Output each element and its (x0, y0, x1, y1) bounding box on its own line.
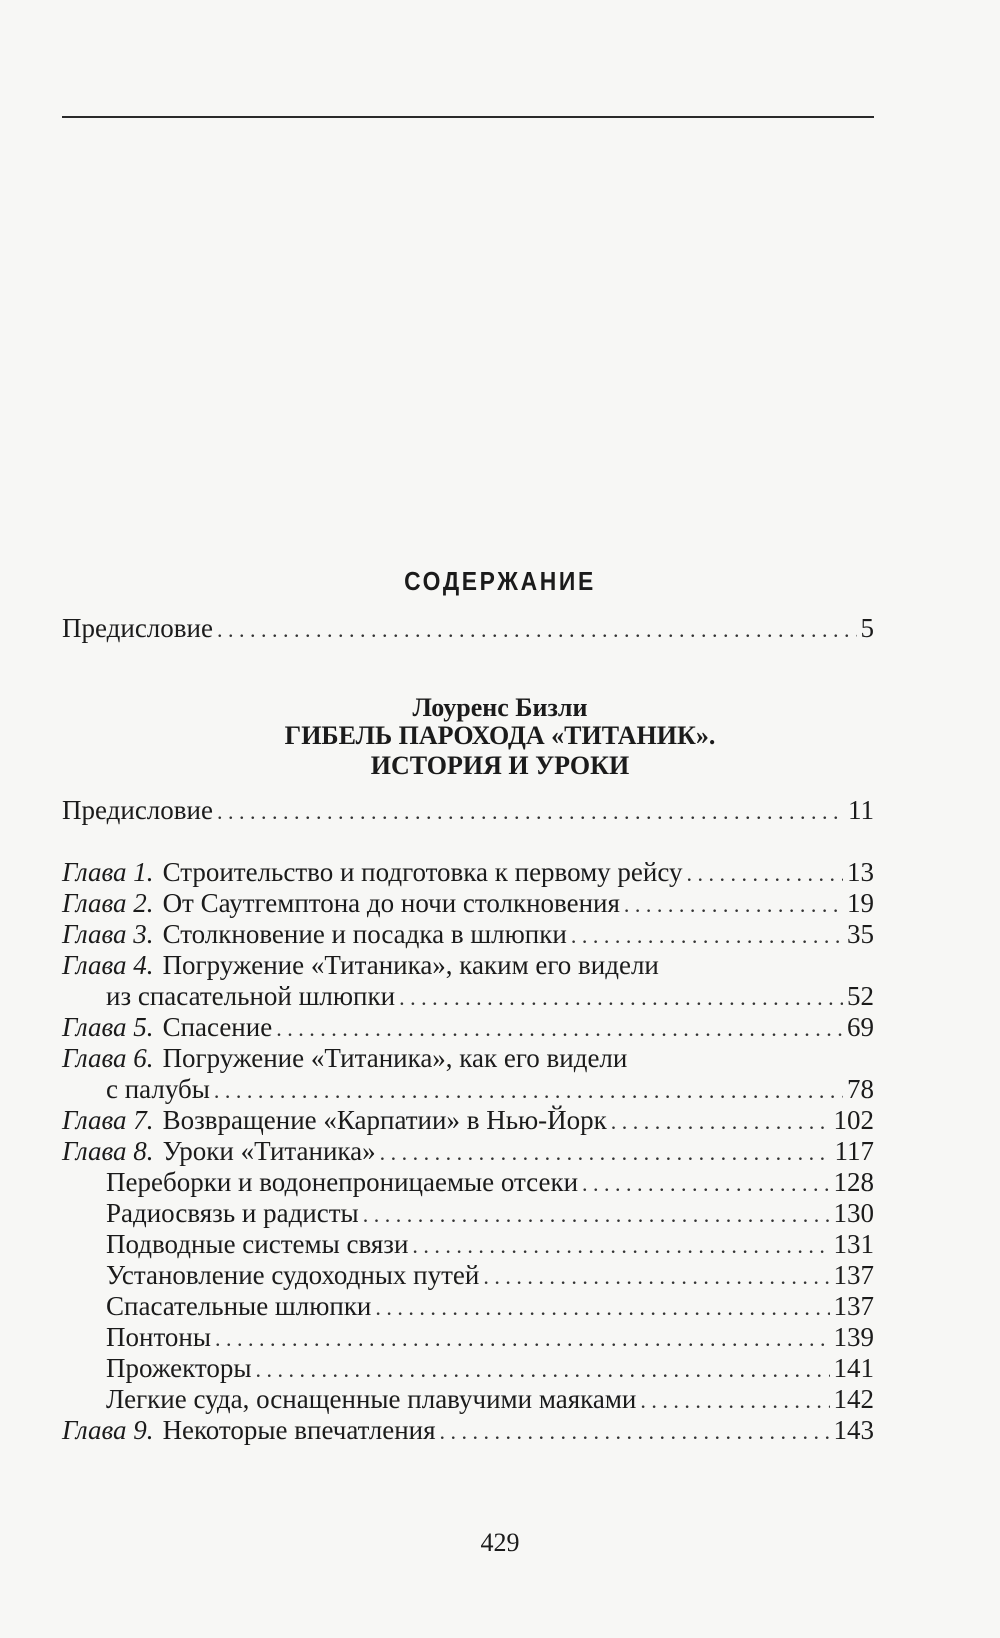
toc-entry-title: Предисловие (62, 795, 213, 825)
book-title-line1: ГИБЕЛЬ ПАРОХОДА «ТИТАНИК». (284, 721, 716, 750)
chapter-label: Глава 4. (62, 950, 154, 980)
chapter-label: Глава 7. (62, 1105, 154, 1135)
chapter-label: Глава 9. (62, 1415, 154, 1445)
toc-entry-page: 141 (833, 1353, 874, 1383)
dot-leader (276, 1013, 843, 1045)
toc-entry-title-cont: из спасательной шлюпки (106, 981, 396, 1011)
toc-entry-chapter-7[interactable] (62, 1104, 874, 1136)
toc-entry-page: 117 (834, 1136, 874, 1166)
toc-subentry[interactable] (106, 1290, 874, 1322)
toc-entry-page: 35 (847, 919, 874, 949)
dot-leader (214, 1075, 843, 1107)
toc-subentry[interactable] (106, 1259, 874, 1291)
dot-leader (217, 796, 844, 828)
toc-subentry-title: Радиосвязь и радисты (106, 1198, 359, 1228)
dot-leader (640, 1385, 829, 1417)
toc-subentry[interactable] (106, 1352, 874, 1384)
chapter-label: Глава 8. (62, 1136, 154, 1166)
dot-leader (215, 1323, 830, 1355)
toc-entry-page: 130 (833, 1198, 874, 1228)
toc-subentry-title: Подводные системы связи (106, 1229, 409, 1259)
toc-entry-page: 139 (833, 1322, 874, 1352)
chapter-label: Глава 1. (62, 857, 154, 887)
toc-subentry-title: Переборки и водонепроницаемые отсеки (106, 1167, 579, 1197)
toc-entry-chapter-2[interactable] (62, 887, 874, 919)
dot-leader (611, 1106, 830, 1138)
toc-subentry[interactable] (106, 1197, 874, 1229)
toc-entry-chapter-8[interactable] (62, 1135, 874, 1167)
toc-subentry-title: Легкие суда, оснащенные плавучими маяками (106, 1384, 637, 1414)
toc-subentry[interactable] (106, 1383, 874, 1415)
toc-subentry[interactable] (106, 1321, 874, 1353)
toc-entry-page: 128 (833, 1167, 874, 1197)
toc-subentry-title: Прожекторы (106, 1353, 252, 1383)
page-number: 429 (480, 1528, 520, 1557)
contents-heading: СОДЕРЖАНИЕ (404, 566, 596, 596)
toc-entry-chapter-4-line1[interactable] (62, 949, 659, 981)
toc-entry-chapter-5[interactable] (62, 1011, 874, 1043)
toc-entry-title: Спасение (162, 1012, 273, 1042)
toc-entry-chapter-9[interactable] (62, 1414, 874, 1446)
toc-subentry-title: Установление судоходных путей (106, 1260, 480, 1290)
chapter-label: Глава 5. (62, 1012, 154, 1042)
chapter-label: Глава 2. (62, 888, 154, 918)
toc-entry-page: 13 (847, 857, 874, 887)
toc-subentry[interactable] (106, 1166, 874, 1198)
toc-entry-title-cont: с палубы (106, 1074, 210, 1104)
toc-entry-page: 143 (833, 1415, 874, 1445)
chapter-label: Глава 3. (62, 919, 154, 949)
dot-leader (217, 614, 857, 646)
author-name: Лоуренс Бизли (412, 693, 588, 722)
toc-entry-page: 11 (848, 795, 874, 825)
toc-entry-title: Погружение «Титаника», как его видели (162, 1043, 628, 1073)
toc-entry-preface[interactable] (62, 612, 874, 644)
toc-entry-page: 142 (833, 1384, 874, 1414)
toc-entry-page: 137 (833, 1260, 874, 1290)
book-title-line2: ИСТОРИЯ И УРОКИ (370, 751, 630, 780)
dot-leader (582, 1168, 829, 1200)
dot-leader (483, 1261, 829, 1293)
toc-entry-title: Погружение «Титаника», каким его видели (162, 950, 659, 980)
toc-entry-chapter-6-line2[interactable] (106, 1073, 874, 1105)
dot-leader (399, 982, 843, 1014)
toc-entry-page: 5 (860, 613, 874, 643)
top-rule (62, 116, 874, 118)
toc-entry-page: 137 (833, 1291, 874, 1321)
dot-leader (375, 1292, 829, 1324)
dot-leader (255, 1354, 829, 1386)
toc-entry-page: 102 (833, 1105, 874, 1135)
dot-leader (687, 858, 844, 890)
toc-subentry-title: Спасательные шлюпки (106, 1291, 372, 1321)
toc-entry-section-preface[interactable] (62, 794, 874, 826)
toc-entry-page: 78 (847, 1074, 874, 1104)
toc-entry-title: Уроки «Титаника» (162, 1136, 376, 1166)
dot-leader (363, 1199, 830, 1231)
toc-entry-title: Строительство и подготовка к первому рейсу (162, 857, 683, 887)
toc-entry-chapter-1[interactable] (62, 856, 874, 888)
dot-leader (412, 1230, 829, 1262)
chapter-label: Глава 6. (62, 1043, 154, 1073)
dot-leader (380, 1137, 831, 1169)
toc-entry-title: Столкновение и посадка в шлюпки (162, 919, 567, 949)
toc-entry-page: 52 (847, 981, 874, 1011)
toc-entry-title: Предисловие (62, 613, 213, 643)
toc-entry-title: От Саутгемптона до ночи столкновения (162, 888, 620, 918)
toc-entry-title: Некоторые впечатления (162, 1415, 436, 1445)
toc-entry-title: Возвращение «Карпатии» в Нью-Йорк (162, 1105, 607, 1135)
dot-leader (440, 1416, 830, 1448)
toc-subentry-title: Понтоны (106, 1322, 211, 1352)
toc-subentry[interactable] (106, 1228, 874, 1260)
toc-entry-page: 69 (847, 1012, 874, 1042)
toc-entry-chapter-6-line1[interactable] (62, 1042, 627, 1074)
toc-entry-chapter-4-line2[interactable] (106, 980, 874, 1012)
dot-leader (571, 920, 843, 952)
toc-entry-page: 131 (833, 1229, 874, 1259)
toc-entry-chapter-3[interactable] (62, 918, 874, 950)
toc-entry-page: 19 (847, 888, 874, 918)
dot-leader (624, 889, 843, 921)
